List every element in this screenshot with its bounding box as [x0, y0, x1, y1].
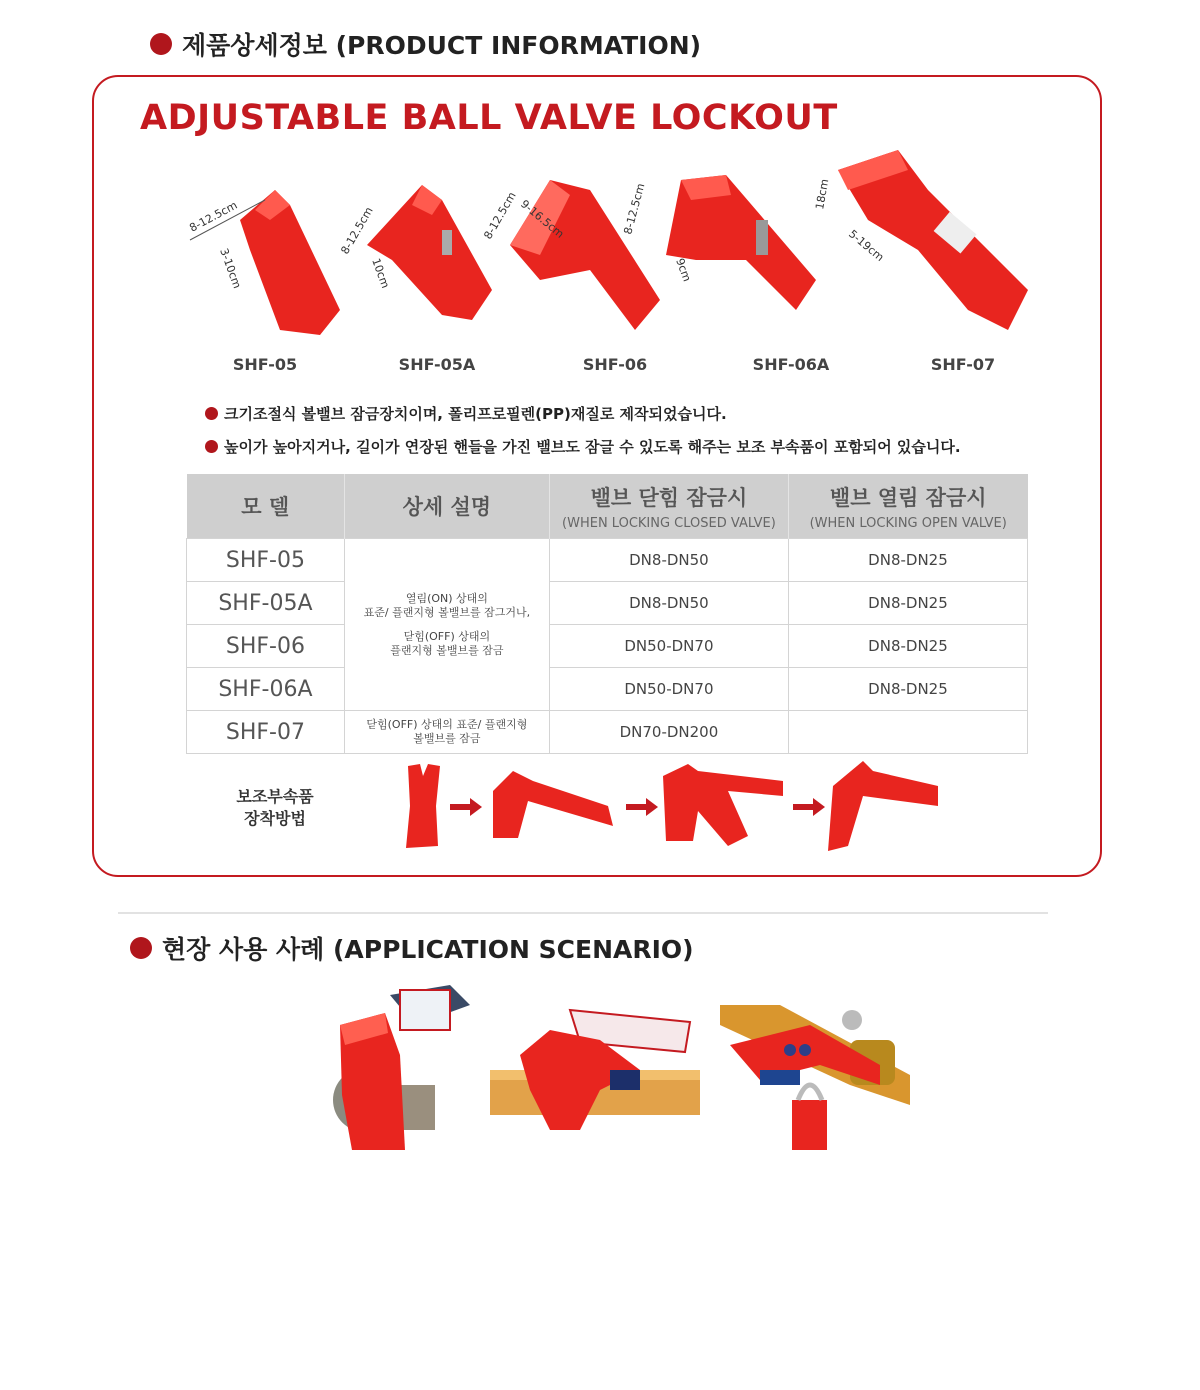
open-cell [788, 711, 1027, 754]
dim-label: 9cm [673, 256, 694, 284]
closed-cell: DN50-DN70 [549, 668, 788, 711]
dim-label: 8-12.5cm [621, 181, 648, 236]
step-3-icon [663, 764, 783, 846]
dim-label: 8-12.5cm [187, 198, 240, 235]
product-shf-05 [180, 160, 350, 374]
open-cell: DN8-DN25 [788, 625, 1027, 668]
step-2-icon [493, 771, 613, 838]
model-cell: SHF-05 [187, 539, 345, 582]
product-model: SHF-05A [398, 355, 476, 374]
accessory-label-line: 장착방법 [244, 809, 306, 828]
header-desc: 상세 설명 [344, 474, 549, 539]
open-cell: DN8-DN25 [788, 668, 1027, 711]
product-model: SHF-06A [752, 355, 830, 374]
section-title: 제품상세정보 (PRODUCT INFORMATION) [182, 31, 702, 60]
table-row [187, 582, 1028, 625]
product-title: ADJUSTABLE BALL VALVE LOCKOUT [140, 98, 838, 138]
application-photo-2 [490, 1000, 700, 1140]
bullet-dot-icon [150, 33, 172, 55]
open-cell: DN8-DN25 [788, 539, 1027, 582]
bullet-dot-icon [205, 407, 218, 420]
product-model: SHF-07 [930, 355, 996, 374]
table-header-row [187, 474, 1028, 539]
header-closed: 밸브 닫힘 잠금시 (WHEN LOCKING CLOSED VALVE) [549, 474, 788, 539]
dim-label: 10cm [369, 256, 392, 290]
feature-item [205, 430, 961, 463]
closed-cell: DN70-DN200 [549, 711, 788, 754]
closed-cell: DN8-DN50 [549, 539, 788, 582]
model-cell: SHF-07 [187, 711, 345, 754]
closed-cell: DN50-DN70 [549, 625, 788, 668]
section-title: 현장 사용 사례 (APPLICATION SCENARIO) [162, 935, 694, 964]
valve-lockout-image [180, 160, 350, 335]
model-cell: SHF-06A [187, 668, 345, 711]
product-shf-07 [813, 160, 1048, 374]
open-cell: DN8-DN25 [788, 582, 1027, 625]
feature-text: 높이가 높아지거나, 길이가 연장된 핸들을 가진 밸브도 잠글 수 있도록 해주는 보조 부속품이 포함되어 있습니다. [224, 438, 961, 456]
accessory-label-line: 보조부속품 [236, 787, 314, 806]
step-4-icon [828, 761, 938, 851]
dim-label: 9-16.5cm [518, 197, 567, 241]
table-row [187, 668, 1028, 711]
accessory-label [210, 786, 340, 830]
model-cell: SHF-05A [187, 582, 345, 625]
dim-label: 5-19cm [846, 227, 887, 265]
dim-label: 3-10cm [217, 246, 244, 291]
step-1-icon [406, 764, 440, 848]
arrow-icon [793, 798, 825, 816]
dim-label: 18cm [813, 177, 832, 211]
dim-label: 8-12.5cm [481, 189, 519, 242]
section-divider [118, 912, 1048, 914]
desc-cell: 열림(ON) 상태의 표준/ 플랜지형 볼밸브를 잠그거나, 닫힘(OFF) 상태의 플랜지형 볼밸브를 잠금 [344, 539, 549, 711]
model-cell: SHF-06 [187, 625, 345, 668]
closed-cell: DN8-DN50 [549, 582, 788, 625]
arrow-icon [450, 798, 482, 816]
desc-cell: 닫힘(OFF) 상태의 표준/ 플랜지형 볼밸브를 잠금 [344, 711, 549, 754]
spec-table [186, 474, 1028, 754]
application-photo-1 [330, 985, 480, 1160]
dim-label: 8-12.5cm [338, 204, 376, 257]
valve-lockout-image [813, 160, 1048, 335]
table-row [187, 539, 1028, 582]
feature-list [205, 397, 961, 463]
header-model: 모 델 [187, 474, 345, 539]
bullet-dot-icon [205, 440, 218, 453]
arrow-icon [626, 798, 658, 816]
application-photo-3 [720, 1005, 910, 1155]
table-row [187, 625, 1028, 668]
feature-text: 크기조절식 볼밸브 잠금장치이며, 폴리프로필렌(PP)재질로 제작되었습니다. [224, 405, 727, 423]
product-model: SHF-05 [232, 355, 298, 374]
table-row [187, 711, 1028, 754]
feature-item [205, 397, 961, 430]
product-shf-05a [338, 160, 522, 374]
section-header-application [130, 930, 694, 966]
valve-lockout-image [338, 160, 522, 335]
product-model: SHF-06 [582, 355, 648, 374]
accessory-install-steps [398, 756, 958, 856]
bullet-dot-icon [130, 937, 152, 959]
section-header-product-information [150, 26, 701, 62]
header-open: 밸브 열림 잠금시 (WHEN LOCKING OPEN VALVE) [788, 474, 1027, 539]
